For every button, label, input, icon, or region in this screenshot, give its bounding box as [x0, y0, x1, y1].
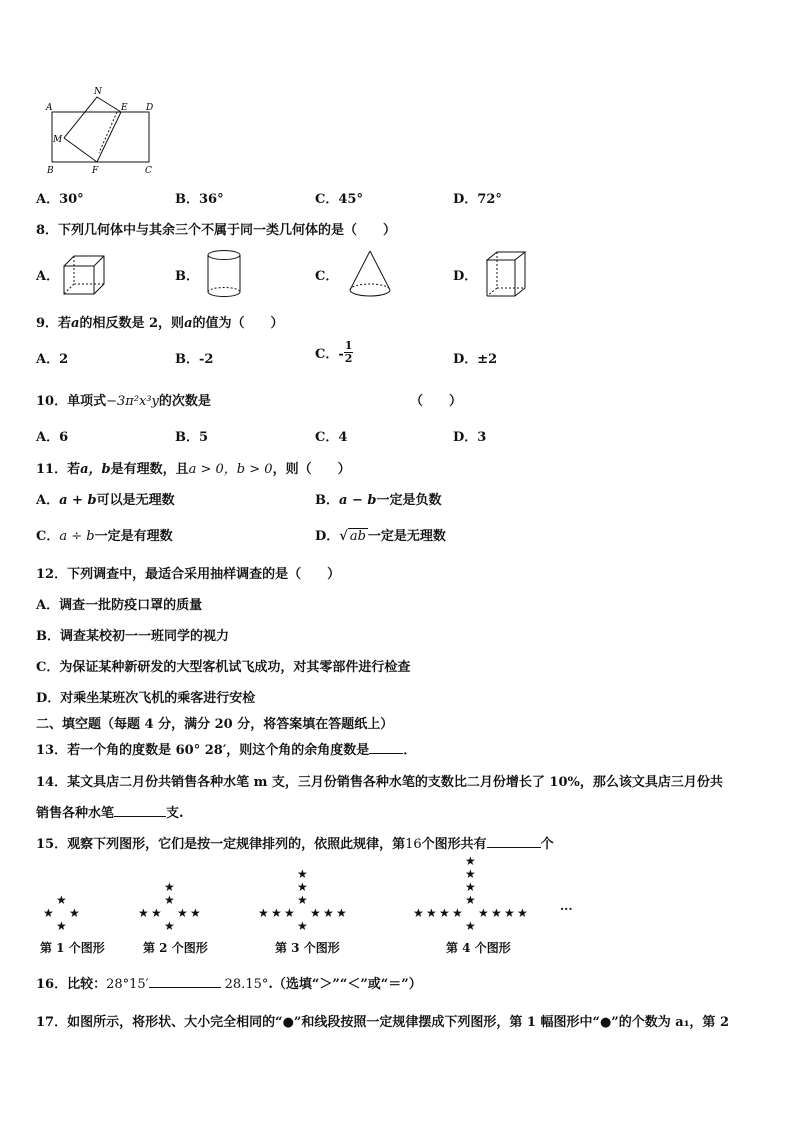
q17-text: 17．如图所示，将形状、大小完全相同的“●”和线段按照一定规律摆成下列图形，第 1 幅图形中“●”的个数为 a₁，第 2	[36, 1015, 729, 1030]
section-heading: 二、填空题（每题 4 分，满分 20 分，将答案填在答题纸上）	[36, 717, 394, 732]
label-d: D	[146, 103, 154, 113]
star-pattern-figure	[0, 855, 794, 955]
star-mark: ★	[310, 906, 321, 920]
star-mark: ★	[151, 906, 162, 920]
star-mark: ★	[465, 893, 476, 907]
q12-option-d[interactable]: D．对乘坐某班次飞机的乘客进行安检	[36, 691, 256, 706]
label-f: F	[92, 166, 99, 176]
q12-option-a[interactable]: A．调查一批防疫口罩的质量	[36, 598, 203, 613]
star-mark: ★	[336, 906, 347, 920]
q14-line2: 销售各种水笔 支.	[36, 806, 184, 821]
label-c: C	[145, 166, 152, 176]
q12-stem: 12．下列调查中，最适合采用抽样调查的是（ ）	[36, 567, 341, 582]
q10-option-a[interactable]: A．6	[36, 430, 69, 445]
q11-option-c[interactable]: C．a ÷ b一定是有理数	[36, 529, 173, 544]
q14-answer-blank[interactable]	[114, 804, 166, 817]
star-mark: ★	[426, 906, 437, 920]
q10-option-d[interactable]: D．3	[453, 430, 487, 445]
q10-option-b[interactable]: B．5	[175, 430, 209, 445]
caption-3: 第 3 个图形	[275, 941, 340, 955]
prism-icon	[483, 248, 529, 300]
star-mark: ★	[452, 906, 463, 920]
caption-1: 第 1 个图形	[40, 941, 105, 955]
q7-option-d[interactable]: D．72°	[453, 192, 502, 207]
star-mark: ★	[177, 906, 188, 920]
rectangle-fold-figure	[42, 85, 167, 177]
star-mark: ★	[56, 893, 67, 907]
star-mark: ★	[491, 906, 502, 920]
star-mark: ★	[439, 906, 450, 920]
star-mark: ★	[297, 867, 308, 881]
q8-option-b[interactable]: B．	[175, 269, 199, 284]
star-mark: ★	[271, 906, 282, 920]
star-mark: ★	[504, 906, 515, 920]
caption-4: 第 4 个图形	[446, 941, 511, 955]
star-mark: ★	[43, 906, 54, 920]
q8-option-a[interactable]: A．	[36, 269, 60, 284]
q12-option-b[interactable]: B．调查某校初一一班同学的视力	[36, 629, 229, 644]
q9-option-d[interactable]: D．±2	[453, 352, 498, 367]
star-mark: ★	[323, 906, 334, 920]
q11-option-a[interactable]: A．a + b可以是无理数	[36, 493, 175, 508]
q10-option-c[interactable]: C．4	[315, 430, 348, 445]
star-mark: ★	[138, 906, 149, 920]
q8-stem: 8．下列几何体中与其余三个不属于同一类几何体的是（ ）	[36, 223, 397, 238]
q9-stem: 9．若a的相反数是 2，则a的值为（ ）	[36, 316, 284, 331]
q12-option-c[interactable]: C．为保证某种新研发的大型客机试飞成功，对其零部件进行检查	[36, 660, 411, 675]
label-e: E	[121, 103, 128, 113]
q16-text: 16．比较：28°15′ 28.15°.（选填“＞”“＜”或“＝”）	[36, 977, 422, 992]
q10-stem: 10．单项式−3π²x³y的次数是	[36, 394, 211, 409]
cone-icon	[345, 248, 395, 300]
q9-option-a[interactable]: A．2	[36, 352, 69, 367]
star-mark: ★	[465, 880, 476, 894]
q13-answer-blank[interactable]	[369, 741, 403, 754]
label-n: N	[94, 87, 102, 97]
q9-option-c[interactable]: C．- $\frac{1}{2}$	[315, 339, 353, 365]
label-b: B	[47, 166, 54, 176]
star-mark: ★	[465, 867, 476, 881]
q11-option-b[interactable]: B．a − b一定是负数	[315, 493, 442, 508]
caption-2: 第 2 个图形	[143, 941, 208, 955]
q15-answer-blank[interactable]	[487, 835, 541, 848]
star-mark: ★	[56, 919, 67, 933]
star-mark: ★	[297, 880, 308, 894]
star-mark: ★	[190, 906, 201, 920]
q14-line1: 14．某文具店二月份共销售各种水笔 m 支，三月份销售各种水笔的支数比二月份增长了 10%，那么该文具店三月份共	[36, 775, 723, 790]
q8-option-c[interactable]: C．	[315, 269, 339, 284]
star-mark: ★	[258, 906, 269, 920]
pattern-ellipsis: ···	[560, 902, 573, 916]
q15-text: 15．观察下列图形，它们是按一定规律排列的，依照此规律，第16个图形共有 个	[36, 837, 554, 852]
q10-answer-paren: （ ）	[410, 394, 463, 409]
star-mark: ★	[465, 919, 476, 933]
star-mark: ★	[478, 906, 489, 920]
star-mark: ★	[413, 906, 424, 920]
q8-option-d[interactable]: D．	[453, 269, 478, 284]
q11-option-d[interactable]: D．√ ab 一定是无理数	[315, 529, 446, 544]
q11-stem: 11．若a，b是有理数，且a > 0，b > 0，则（ ）	[36, 462, 351, 477]
star-mark: ★	[284, 906, 295, 920]
star-mark: ★	[465, 854, 476, 868]
q9-option-b[interactable]: B．-2	[175, 352, 214, 367]
star-mark: ★	[297, 893, 308, 907]
label-m: M	[53, 135, 63, 145]
star-mark: ★	[297, 919, 308, 933]
star-mark: ★	[164, 919, 175, 933]
cube-icon	[60, 252, 108, 298]
q16-answer-blank[interactable]	[149, 975, 221, 988]
q13-text: 13．若一个角的度数是 60° 28′，则这个角的余角度数是 ．	[36, 743, 417, 758]
star-mark: ★	[69, 906, 80, 920]
star-mark: ★	[164, 880, 175, 894]
q7-option-b[interactable]: B．36°	[175, 192, 224, 207]
q7-option-c[interactable]: C．45°	[315, 192, 363, 207]
label-a: A	[46, 103, 53, 113]
q7-option-a[interactable]: A．30°	[36, 192, 84, 207]
star-mark: ★	[517, 906, 528, 920]
star-mark: ★	[164, 893, 175, 907]
cylinder-icon	[204, 248, 244, 300]
